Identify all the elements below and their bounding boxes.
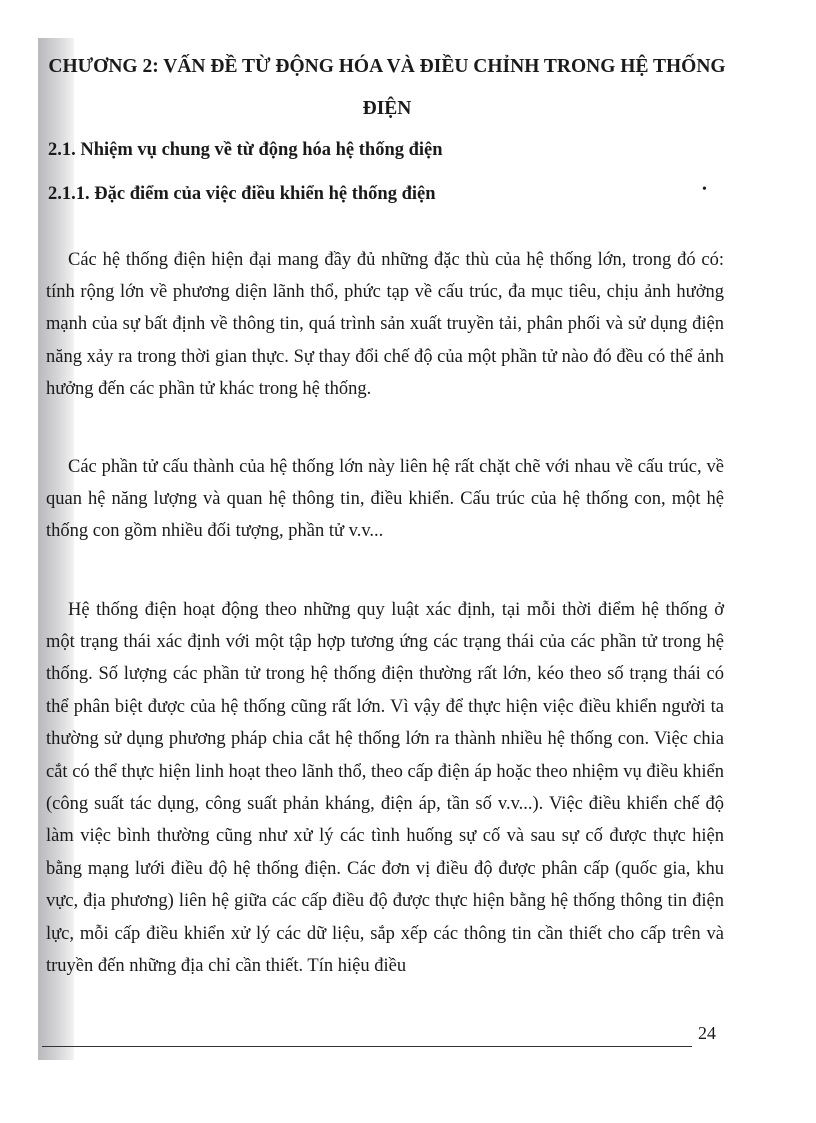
body-paragraph: Các phần tử cấu thành của hệ thống lớn này liên hệ rất chặt chẽ với nhau về cấu trúc, về quan hệ năng lượng và quan hệ thông tin, điều khiển. Cấu trúc của hệ thống con, một hệ thống con gồm nhiều đối tượng, phần tử v.v... bbox=[46, 456, 724, 542]
section-heading-2-1-1: 2.1.1. Đặc điểm của việc điều khiển hệ thống điện bbox=[48, 184, 436, 204]
section-heading-2-1: 2.1. Nhiệm vụ chung về từ động hóa hệ thống điện bbox=[48, 140, 443, 160]
body-paragraph: Các hệ thống điện hiện đại mang đầy đủ những đặc thù của hệ thống lớn, trong đó có: tính rộng lớn về phương diện lãnh thổ, phức tạp về cấu trúc, đa mục tiêu, chịu ảnh hưởng mạnh của sự bất định về thông tin, quá trình sản xuất truyền tải, phân phối và sử dụng điện năng xảy ra trong thời gian thực. Sự thay đổi chế độ của một phần tử nào đó đều có thể ảnh hưởng đến các phần tử khác trong hệ thống. bbox=[46, 249, 724, 400]
body-paragraph: Hệ thống điện hoạt động theo những quy luật xác định, tại mỗi thời điểm hệ thống ở một trạng thái xác định với một tập hợp tương ứng các trạng thái của các phần tử trong hệ thống. Số lượng các phần tử trong hệ thống điện thường rất lớn, kéo theo số trạng thái có thể phân biệt được của hệ thống cũng rất lớn. Vì vậy để thực hiện việc điều khiển người ta thường sử dụng phương pháp chia cắt hệ thống lớn ra thành nhiều hệ thống con. Việc chia cắt có thể thực hiện linh hoạt theo lãnh thổ, theo cấp điện áp hoặc theo nhiệm vụ điều khiển (công suất tác dụng, công suất phản kháng, điện áp, tần số v.v...). Việc điều khiển chế độ làm việc bình thường cũng như xử lý các tình huống sự cố và sau sự cố được thực hiện bằng mạng lưới điều độ hệ thống điện. Các đơn vị điều độ được phân cấp (quốc gia, khu vực, địa phương) liên hệ giữa các cấp điều độ được thực hiện bằng hệ thống thông tin điện lực, mỗi cấp điều khiển xử lý các dữ liệu, sắp xếp các thông tin cần thiết cho cấp trên và truyền đến những địa chỉ cần thiết. Tín hiệu điều bbox=[46, 599, 724, 976]
scan-speck: • bbox=[702, 182, 707, 197]
footer-rule bbox=[42, 1046, 692, 1047]
chapter-title: CHƯƠNG 2: VẤN ĐỀ TỪ ĐỘNG HÓA VÀ ĐIỀU CHỈNH TRONG HỆ THỐNG ĐIỆN bbox=[48, 56, 726, 119]
document-page bbox=[42, 38, 732, 1060]
page-number: 24 bbox=[698, 1023, 716, 1043]
